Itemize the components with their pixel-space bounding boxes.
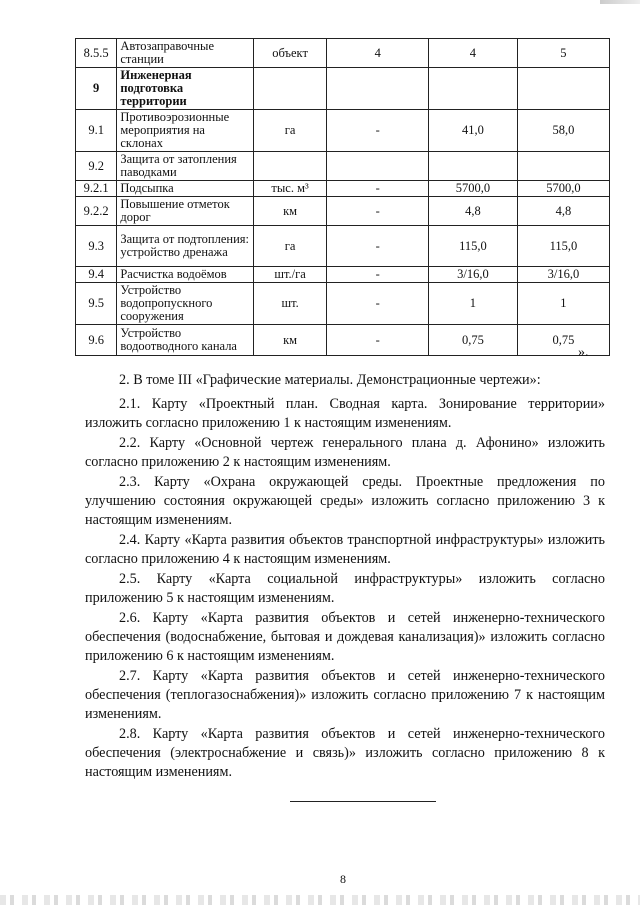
indicators-table [75, 38, 610, 356]
row-number: 9.1 [76, 110, 117, 152]
row-value-3: 4,8 [517, 197, 609, 226]
row-value-1: - [327, 181, 429, 197]
document-body [85, 371, 605, 782]
row-value-3: 5 [517, 39, 609, 68]
row-name: Противоэрозионные мероприятия на склонах [117, 110, 253, 152]
row-unit: га [253, 110, 327, 152]
row-number: 9.4 [76, 267, 117, 283]
row-name: Защита от подтопления: устройство дренажа [117, 226, 253, 267]
row-number: 9.2.1 [76, 181, 117, 197]
table-row [76, 226, 610, 267]
row-value-3: 3/16,0 [517, 267, 609, 283]
row-unit: га [253, 226, 327, 267]
row-number: 9.3 [76, 226, 117, 267]
row-name: Подсыпка [117, 181, 253, 197]
row-value-1: - [327, 110, 429, 152]
scan-artifact-bottom [0, 895, 640, 905]
row-value-2: 4 [429, 39, 518, 68]
row-value-3 [517, 68, 609, 110]
row-unit: тыс. м³ [253, 181, 327, 197]
row-value-2: 1 [429, 283, 518, 325]
table-row [76, 267, 610, 283]
row-value-2: 0,75 [429, 325, 518, 356]
row-value-2: 115,0 [429, 226, 518, 267]
row-unit: км [253, 197, 327, 226]
row-number: 8.5.5 [76, 39, 117, 68]
row-value-1: - [327, 226, 429, 267]
row-value-2: 41,0 [429, 110, 518, 152]
closing-quote: ». [578, 345, 589, 360]
row-number: 9.6 [76, 325, 117, 356]
row-value-3: 5700,0 [517, 181, 609, 197]
row-number: 9.2 [76, 152, 117, 181]
row-value-2 [429, 152, 518, 181]
paragraph: 2.2. Карту «Основной чертеж генерального плана д. Афонино» изложить согласно приложению 2 к настоящим изменениям. [85, 435, 605, 470]
table-row [76, 283, 610, 325]
table-row [76, 39, 610, 68]
row-value-1: - [327, 325, 429, 356]
paragraph: 2.5. Карту «Карта социальной инфраструктуры» изложить согласно приложению 5 к настоящим изменениям. [85, 571, 605, 606]
table-row [76, 197, 610, 226]
row-name: Защита от затопления паводками [117, 152, 253, 181]
paragraph: 2.6. Карту «Карта развития объектов и сетей инженерно-технического обеспечения (водоснабжение, бытовая и дождевая канализация)» изложить согласно приложению 6 к настоящим изменениям. [85, 610, 605, 664]
row-name: Устройство водопропускного сооружения [117, 283, 253, 325]
paragraph: 2. В томе III «Графические материалы. Демонстрационные чертежи»: [119, 372, 541, 388]
row-value-3: 115,0 [517, 226, 609, 267]
row-value-1: - [327, 197, 429, 226]
row-name: Инженерная подготовка территории [117, 68, 253, 110]
row-value-1 [327, 68, 429, 110]
paragraph: 2.3. Карту «Охрана окружающей среды. Проектные предложения по улучшению состояния окружающей среды» изложить согласно приложению 3 к настоящим изменениям. [85, 474, 605, 528]
row-name: Автозаправочные станции [117, 39, 253, 68]
row-value-1: 4 [327, 39, 429, 68]
row-value-3: 1 [517, 283, 609, 325]
table-row [76, 325, 610, 356]
scan-artifact-top [600, 0, 640, 4]
row-unit: км [253, 325, 327, 356]
row-unit: объект [253, 39, 327, 68]
row-value-1: - [327, 283, 429, 325]
table-row [76, 152, 610, 181]
row-value-3: 0,75 [517, 325, 609, 356]
row-name: Расчистка водоёмов [117, 267, 253, 283]
row-name: Повышение отметок дорог [117, 197, 253, 226]
row-value-2: 3/16,0 [429, 267, 518, 283]
separator-line [290, 801, 436, 802]
row-name: Устройство водоотводного канала [117, 325, 253, 356]
row-unit: шт. [253, 283, 327, 325]
row-value-1: - [327, 267, 429, 283]
table-row [76, 68, 610, 110]
row-value-1 [327, 152, 429, 181]
table-row [76, 181, 610, 197]
row-number: 9.5 [76, 283, 117, 325]
row-unit: шт./га [253, 267, 327, 283]
row-unit [253, 152, 327, 181]
table-row [76, 110, 610, 152]
paragraph: 2.7. Карту «Карта развития объектов и сетей инженерно-технического обеспечения (теплогазоснабжения)» изложить согласно приложению 7 к настоящим изменениям. [85, 668, 605, 722]
row-value-2: 4,8 [429, 197, 518, 226]
paragraph: 2.4. Карту «Карта развития объектов транспортной инфраструктуры» изложить согласно приложению 4 к настоящим изменениям. [85, 532, 605, 567]
row-number: 9.2.2 [76, 197, 117, 226]
indicators-table-body [76, 39, 610, 356]
row-value-2 [429, 68, 518, 110]
row-unit [253, 68, 327, 110]
row-value-3: 58,0 [517, 110, 609, 152]
page-number: 8 [340, 872, 346, 886]
row-value-3 [517, 152, 609, 181]
row-number: 9 [76, 68, 117, 110]
paragraph: 2.1. Карту «Проектный план. Сводная карта. Зонирование территории» изложить согласно приложению 1 к настоящим изменениям. [85, 396, 605, 431]
paragraph: 2.8. Карту «Карта развития объектов и сетей инженерно-технического обеспечения (электроснабжение и связь)» изложить согласно приложению 8 к настоящим изменениям. [85, 726, 605, 780]
row-value-2: 5700,0 [429, 181, 518, 197]
